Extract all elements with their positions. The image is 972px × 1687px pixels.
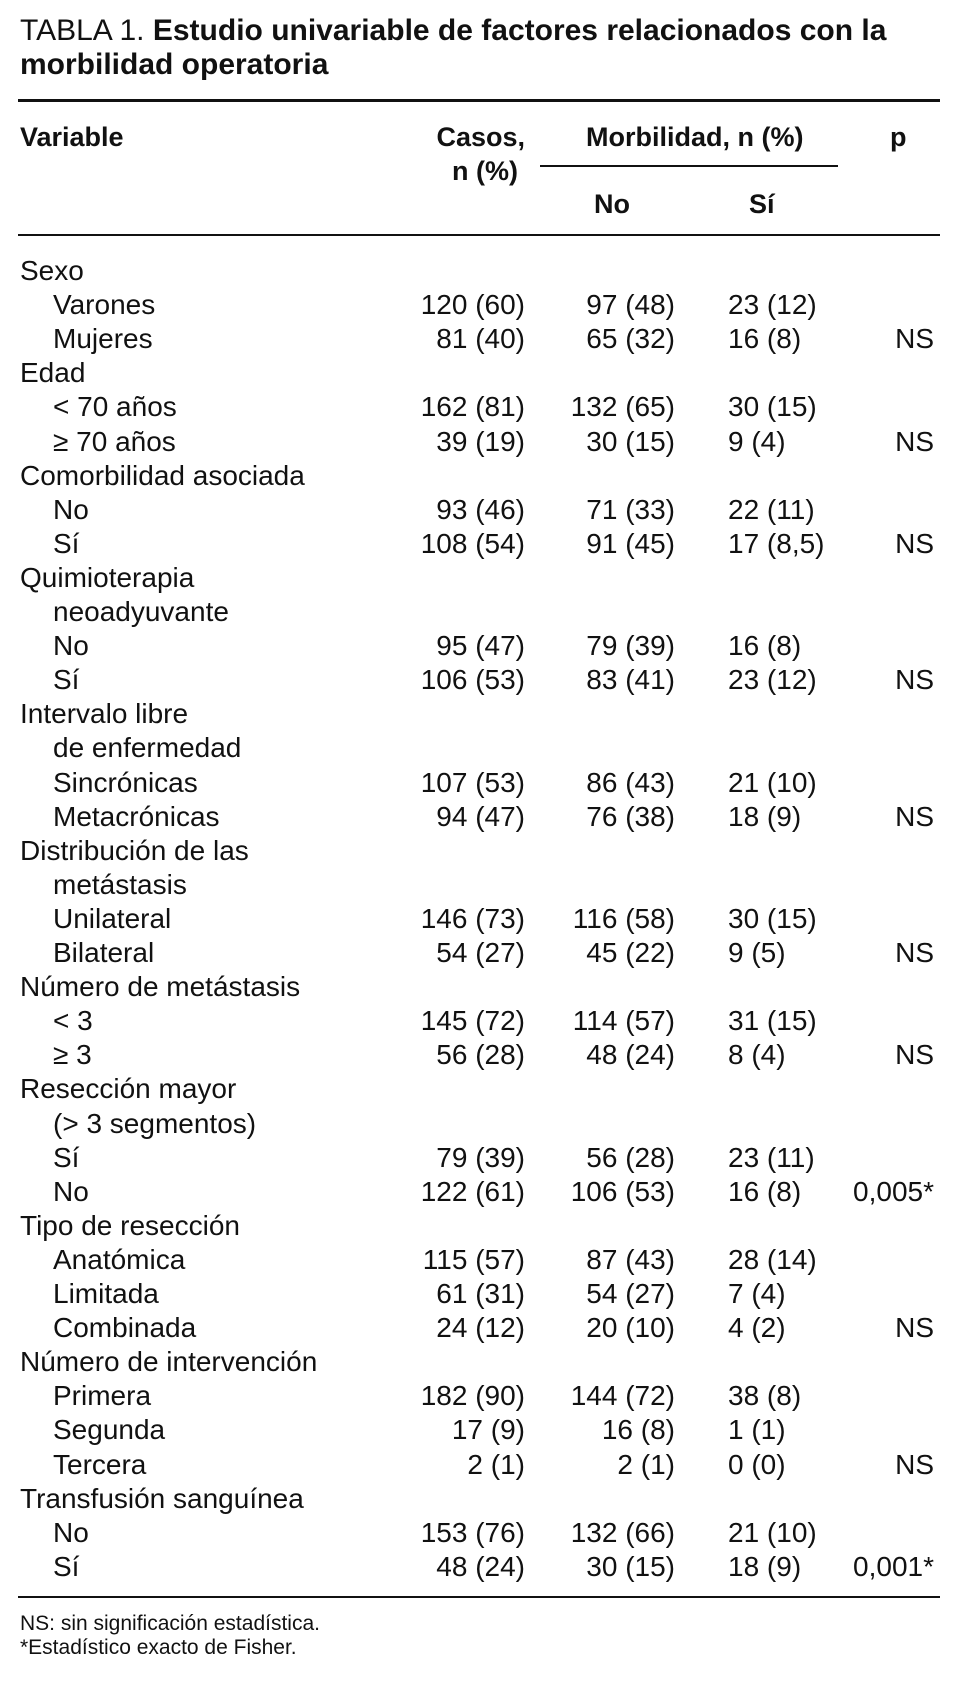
table-row (0, 595, 972, 629)
cell-casos: 162 (81) (420, 391, 525, 423)
cell-morbilidad-si: 31 (15) (728, 1005, 817, 1037)
cell-p-value: NS (895, 664, 934, 696)
cell-morbilidad-si: 23 (11) (728, 1141, 815, 1173)
cell-morbilidad-no: 2 (1) (617, 1448, 675, 1480)
table-title (20, 14, 940, 82)
row-label: metástasis (53, 868, 187, 900)
row-label: Mujeres (53, 323, 153, 355)
row-label: Sí (53, 1141, 80, 1173)
cell-morbilidad-si: 38 (8) (728, 1380, 802, 1412)
table-row (0, 1550, 972, 1584)
row-label: Sí (53, 1550, 80, 1582)
row-label: Metacrónicas (53, 800, 220, 832)
footnote: *Estadístico exacto de Fisher. (20, 1636, 297, 1659)
cell-morbilidad-no: 86 (43) (586, 766, 675, 798)
cell-morbilidad-si: 16 (8) (728, 1175, 802, 1207)
cell-morbilidad-no: 87 (43) (586, 1243, 675, 1275)
table-row (0, 493, 972, 527)
cell-p-value: NS (895, 527, 934, 559)
table-row (0, 902, 972, 936)
cell-morbilidad-no: 106 (53) (570, 1175, 675, 1207)
row-label: Segunda (53, 1414, 166, 1446)
cell-p-value: NS (895, 425, 934, 457)
cell-morbilidad-si: 8 (4) (728, 1039, 786, 1071)
cell-morbilidad-no: 54 (27) (586, 1278, 675, 1309)
cell-morbilidad-si: 22 (11) (728, 493, 815, 525)
table-row (0, 1141, 972, 1175)
cell-morbilidad-si: 18 (9) (728, 1550, 802, 1582)
cell-morbilidad-no: 20 (10) (586, 1312, 675, 1344)
cell-casos: 145 (72) (420, 1005, 525, 1037)
row-label: Edad (20, 357, 86, 389)
cell-morbilidad-no: 30 (15) (586, 1550, 675, 1582)
cell-p-value: NS (895, 1039, 934, 1071)
table-row (0, 1072, 972, 1106)
table-row (0, 697, 972, 731)
table-row (0, 1448, 972, 1482)
table-row (0, 936, 972, 970)
row-label: ≥ 3 (53, 1039, 92, 1071)
table-row (0, 288, 972, 322)
cell-casos: 17 (9) (451, 1414, 525, 1446)
cell-p-value: NS (895, 800, 934, 832)
table-row (0, 766, 972, 800)
cell-morbilidad-no: 97 (48) (586, 289, 675, 321)
cell-casos: 94 (47) (436, 800, 525, 832)
cell-casos: 48 (24) (436, 1550, 525, 1582)
table-row (0, 1243, 972, 1277)
cell-morbilidad-no: 76 (38) (586, 800, 675, 832)
table-title-text: Estudio univariable de factores relacionados con la morbilidad operatoria (20, 14, 887, 81)
morbilidad-subrule (540, 165, 838, 167)
row-label: Sí (53, 527, 80, 559)
cell-casos: 39 (19) (436, 425, 525, 457)
row-label: Sincrónicas (53, 766, 198, 798)
table-row (0, 1379, 972, 1413)
cell-morbilidad-no: 132 (66) (570, 1516, 675, 1548)
top-rule (18, 99, 940, 102)
cell-morbilidad-si: 23 (12) (728, 664, 817, 696)
cell-morbilidad-no: 56 (28) (586, 1141, 675, 1173)
cell-casos: 182 (90) (420, 1380, 525, 1412)
cell-morbilidad-no: 48 (24) (586, 1039, 675, 1071)
cell-p-value: NS (895, 937, 934, 968)
table-row (0, 425, 972, 459)
cell-morbilidad-no: 132 (65) (570, 391, 675, 423)
row-label: Anatómica (53, 1243, 186, 1275)
cell-casos: 115 (57) (422, 1243, 525, 1275)
row-label: ≥ 70 años (53, 425, 176, 457)
cell-morbilidad-si: 7 (4) (728, 1278, 786, 1309)
row-label: Tipo de resección (20, 1209, 240, 1241)
cell-morbilidad-no: 83 (41) (586, 664, 675, 696)
cell-morbilidad-no: 114 (57) (572, 1005, 675, 1037)
row-label: Sí (53, 664, 80, 696)
cell-morbilidad-si: 30 (15) (728, 391, 817, 423)
row-label: Primera (53, 1380, 152, 1412)
row-label: Intervalo libre (20, 698, 189, 730)
table-row (0, 1413, 972, 1447)
cell-p-value: NS (895, 1312, 934, 1344)
header-variable: Variable (20, 122, 124, 152)
row-label: < 3 (53, 1005, 93, 1037)
table-row (0, 1311, 972, 1345)
cell-morbilidad-si: 23 (12) (728, 289, 817, 321)
cell-morbilidad-si: 1 (1) (728, 1414, 786, 1446)
cell-casos: 54 (27) (436, 937, 525, 968)
cell-casos: 81 (40) (436, 323, 525, 355)
row-label: (> 3 segmentos) (53, 1107, 257, 1139)
cell-casos: 120 (60) (420, 289, 525, 321)
cell-morbilidad-si: 16 (8) (728, 323, 802, 355)
table-row (0, 459, 972, 493)
row-label: < 70 años (53, 391, 177, 423)
header-casos-line1: Casos, (436, 122, 525, 152)
cell-morbilidad-si: 30 (15) (728, 902, 817, 934)
header-rule (18, 234, 940, 236)
row-label: Varones (53, 289, 156, 321)
cell-morbilidad-no: 91 (45) (586, 527, 675, 559)
cell-morbilidad-no: 116 (58) (572, 902, 675, 934)
row-label: Transfusión sanguínea (20, 1482, 304, 1514)
table-row (0, 868, 972, 902)
cell-morbilidad-no: 45 (22) (586, 937, 675, 968)
cell-p-value: NS (895, 1448, 934, 1480)
table-row (0, 1209, 972, 1243)
cell-morbilidad-si: 9 (5) (728, 937, 786, 968)
cell-p-value: 0,005* (853, 1175, 934, 1207)
cell-casos: 106 (53) (420, 664, 525, 696)
row-label: de enfermedad (53, 732, 242, 764)
table-row (0, 663, 972, 697)
header-no: No (594, 189, 630, 219)
table-row (0, 322, 972, 356)
table-row (0, 1277, 972, 1311)
cell-morbilidad-si: 21 (10) (728, 1516, 817, 1548)
row-label: No (53, 630, 89, 662)
table-row (0, 629, 972, 663)
row-label: Número de metástasis (20, 971, 301, 1003)
table-row (0, 1482, 972, 1516)
row-label: Combinada (53, 1312, 197, 1344)
row-label: Resección mayor (20, 1073, 237, 1105)
table-row (0, 254, 972, 288)
cell-morbilidad-no: 144 (72) (570, 1380, 675, 1412)
table-row (0, 527, 972, 561)
cell-casos: 122 (61) (420, 1175, 525, 1207)
table-title-label: TABLA 1. (20, 14, 145, 47)
row-label: No (53, 1516, 89, 1548)
row-label: Sexo (20, 255, 84, 286)
table-row (0, 731, 972, 765)
header-si: Sí (749, 189, 775, 219)
table-row (0, 390, 972, 424)
cell-casos: 146 (73) (420, 902, 525, 934)
cell-morbilidad-no: 71 (33) (586, 493, 675, 525)
cell-morbilidad-si: 28 (14) (728, 1243, 817, 1275)
table-row (0, 1038, 972, 1072)
row-label: No (53, 493, 89, 525)
row-label: Unilateral (53, 902, 172, 934)
cell-p-value: NS (895, 323, 934, 355)
table-row (0, 834, 972, 868)
cell-casos: 107 (53) (420, 766, 525, 798)
table-row (0, 800, 972, 834)
cell-casos: 61 (31) (436, 1278, 525, 1309)
cell-casos: 24 (12) (436, 1312, 525, 1344)
cell-casos: 2 (1) (467, 1448, 525, 1480)
row-label: Quimioterapia (20, 561, 195, 593)
table-row (0, 970, 972, 1004)
cell-morbilidad-si: 18 (9) (728, 800, 802, 832)
cell-casos: 93 (46) (436, 493, 525, 525)
cell-morbilidad-si: 9 (4) (728, 425, 786, 457)
cell-casos: 153 (76) (420, 1516, 525, 1548)
table-row (0, 561, 972, 595)
cell-morbilidad-no: 65 (32) (586, 323, 675, 355)
footnote: NS: sin significación estadística. (20, 1612, 320, 1635)
cell-casos: 95 (47) (436, 630, 525, 662)
footnotes (20, 1612, 320, 1660)
row-label: No (53, 1175, 89, 1207)
header-p: p (890, 122, 907, 152)
cell-casos: 108 (54) (420, 527, 525, 559)
header-casos-line2: n (%) (452, 156, 518, 186)
row-label: Bilateral (53, 937, 155, 968)
row-label: Distribución de las (20, 834, 249, 866)
cell-morbilidad-si: 0 (0) (728, 1448, 786, 1480)
table-row (0, 1516, 972, 1550)
cell-morbilidad-no: 30 (15) (586, 425, 675, 457)
cell-morbilidad-si: 4 (2) (728, 1312, 786, 1344)
header-morbilidad: Morbilidad, n (%) (586, 122, 804, 152)
cell-casos: 56 (28) (436, 1039, 525, 1071)
cell-morbilidad-si: 16 (8) (728, 630, 802, 662)
cell-casos: 79 (39) (436, 1141, 525, 1173)
row-label: Comorbilidad asociada (20, 459, 305, 491)
cell-morbilidad-si: 21 (10) (728, 766, 817, 798)
cell-morbilidad-si: 17 (8,5) (728, 527, 825, 559)
bottom-rule (18, 1596, 940, 1598)
table-row (0, 1175, 972, 1209)
table-row (0, 1107, 972, 1141)
table-row (0, 1345, 972, 1379)
cell-p-value: 0,001* (853, 1550, 934, 1582)
row-label: Número de intervención (20, 1346, 318, 1378)
table-row (0, 356, 972, 390)
row-label: Tercera (53, 1448, 147, 1480)
table-row (0, 1004, 972, 1038)
row-label: Limitada (53, 1278, 159, 1309)
row-label: neoadyuvante (53, 596, 229, 627)
cell-morbilidad-no: 79 (39) (586, 630, 675, 662)
cell-morbilidad-no: 16 (8) (601, 1414, 675, 1446)
